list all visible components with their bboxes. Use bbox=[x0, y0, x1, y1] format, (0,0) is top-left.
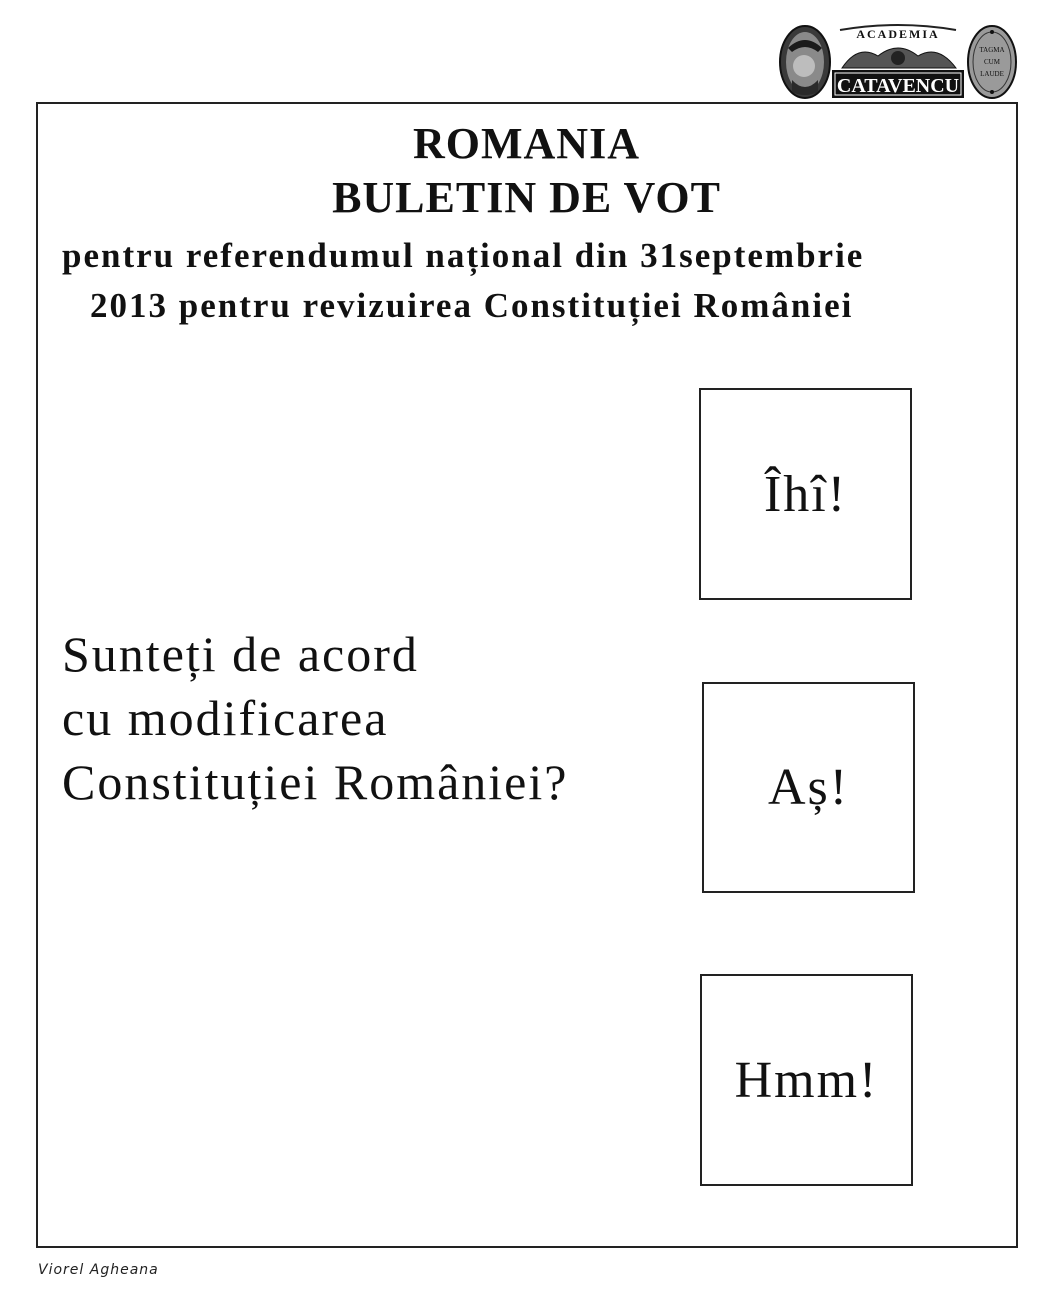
academia-catavencu-logo bbox=[778, 22, 1020, 102]
vote-option-box-as[interactable] bbox=[702, 682, 915, 893]
question-line: Constituției României? bbox=[62, 754, 569, 810]
vote-option-label: Hmm! bbox=[734, 1051, 879, 1109]
logo-seal-text-3: LAUDE bbox=[980, 70, 1004, 78]
logo-seal-text-1: TAGMA bbox=[979, 46, 1005, 54]
ballot-title-country: ROMANIA bbox=[413, 119, 640, 168]
vote-option-label: Îhî! bbox=[763, 465, 848, 523]
logo-name-text: CATAVENCU bbox=[836, 75, 960, 97]
vote-option-box-hmm[interactable] bbox=[700, 974, 913, 1186]
logo-seal-text-2: CUM bbox=[984, 58, 1000, 66]
ballot-subtitle-line-1: pentru referendumul național din 31septembrie bbox=[62, 236, 865, 275]
question-line: cu modificarea bbox=[62, 690, 389, 746]
author-signature: Viorel Agheana bbox=[38, 1262, 159, 1278]
logo-graphic bbox=[778, 22, 1020, 102]
vote-option-label: Aș! bbox=[767, 759, 850, 816]
vote-option-box-ihi[interactable] bbox=[699, 388, 912, 600]
question-line: Sunteți de acord bbox=[62, 626, 419, 682]
ballot-subtitle-line-2: 2013 pentru revizuirea Constituției României bbox=[90, 286, 854, 325]
logo-top-text: ACADEMIA bbox=[856, 27, 940, 41]
ballot-title: BULETIN DE VOT bbox=[332, 173, 721, 222]
referendum-question bbox=[62, 622, 568, 814]
